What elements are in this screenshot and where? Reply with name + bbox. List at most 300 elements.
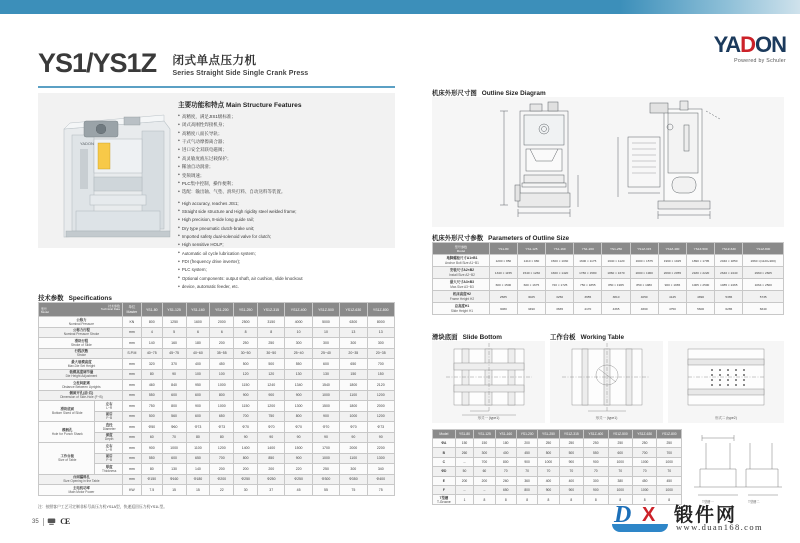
table-cell: 600 xyxy=(162,390,186,401)
table-cell: 2000 × 1960 xyxy=(630,267,658,279)
table-cell: 1540 xyxy=(312,380,339,391)
outline-parameters-table xyxy=(432,242,784,315)
spec-model-header: YS1Z-400 xyxy=(285,303,312,317)
feature-item: ⬥ 稀油自动润滑； xyxy=(178,163,390,171)
row-label: 工作台板 Size of Table xyxy=(39,443,95,475)
table-cell: 700 xyxy=(367,359,394,370)
table-row xyxy=(433,303,784,315)
table-cell: 75 xyxy=(367,485,394,496)
table-row xyxy=(39,474,395,485)
table-cell: 2180 × 2220 xyxy=(687,267,715,279)
features-list-english xyxy=(178,200,390,292)
table-cell: Φ73 xyxy=(186,422,210,433)
table-cell: Φ70 xyxy=(258,422,285,433)
table-cell: 2640 × 2440 xyxy=(715,267,743,279)
row-sublabel: 前后 F~B xyxy=(94,411,122,422)
params-model-header: YS1-160 xyxy=(546,243,574,255)
table-cell: 900 xyxy=(559,485,583,494)
table-cell: 6 xyxy=(210,327,234,338)
site-watermark xyxy=(612,498,797,540)
table-cell: Φ250 xyxy=(285,474,312,485)
table-cell: 1100 xyxy=(186,443,210,454)
dim-table-head xyxy=(433,430,682,439)
table-cell: 900 xyxy=(285,390,312,401)
feature-item: ⬥ 干式气动摩擦离合器； xyxy=(178,138,390,146)
table-cell: 2060 × 2055 xyxy=(658,267,686,279)
table-row xyxy=(433,476,682,485)
feature-item: ⬥ Dry type pneumatic clutch-brake unit; xyxy=(178,225,390,233)
table-cell: 260 xyxy=(495,476,516,485)
spec-model-header: YS1Z-800 xyxy=(367,303,394,317)
row-sublabel: 前后 F~B xyxy=(94,453,122,464)
outline-size-drawing xyxy=(432,97,784,227)
row-label: 滑块底面 Bottom Sized of Slide xyxy=(39,401,95,422)
table-cell: 1700 xyxy=(312,443,339,454)
dim-model-header: YS1-80 xyxy=(455,430,474,439)
table-cell: 8 xyxy=(632,495,656,505)
table-cell: 1000 xyxy=(340,411,367,422)
features-list-chinese xyxy=(178,113,390,197)
table-cell: 150 xyxy=(340,369,367,380)
table-cell: 3250 xyxy=(546,291,574,303)
dim-model-header: YS1Z-400 xyxy=(584,430,608,439)
row-label: 公称力 Nominal Pressure xyxy=(39,317,123,328)
table-cell: 6300 xyxy=(340,317,367,328)
table-cell: 80 xyxy=(141,369,162,380)
table-cell: 45 xyxy=(285,485,312,496)
table-cell: 6265 xyxy=(715,303,743,315)
table-cell: 3490 xyxy=(517,303,545,315)
table-cell: 60 xyxy=(474,467,495,476)
table-cell: 70 xyxy=(516,467,537,476)
table-cell: 130 xyxy=(285,369,312,380)
table-cell: 900 xyxy=(312,411,339,422)
table-cell: 1150 xyxy=(234,380,258,391)
table-cell: 250 xyxy=(234,338,258,349)
table-cell: 700 xyxy=(210,453,234,464)
table-cell: Φ250 xyxy=(258,474,285,485)
table-cell: 20~35 xyxy=(367,348,394,359)
dim-model-header: YS1-160 xyxy=(495,430,516,439)
table-cell: 30~50 xyxy=(234,348,258,359)
table-cell: 200 xyxy=(234,464,258,475)
table-cell: 8 xyxy=(538,495,559,505)
table-cell: 360 xyxy=(516,476,537,485)
table-cell: 850 xyxy=(258,453,285,464)
row-label: 地脚螺栓尺寸A1×B1 Anchor Bolt Size A1~B1 xyxy=(433,255,490,267)
table-cell: 3810 xyxy=(602,291,630,303)
table-cell: 1400 xyxy=(234,443,258,454)
table-cell: 700 xyxy=(474,457,495,466)
row-unit: KN xyxy=(122,317,141,328)
table-cell: 140 xyxy=(141,338,162,349)
feature-item: ⬥ PLC集中控制，操作便利； xyxy=(178,180,390,188)
row-label: ΦD xyxy=(433,467,456,476)
params-model-header: YS1Z-630 xyxy=(715,243,743,255)
spec-section-heading: 技术参数 Specifications xyxy=(38,295,112,302)
row-label: C xyxy=(433,457,456,466)
table-cell: 10 xyxy=(312,327,339,338)
dim-model-header: YS1Z-800 xyxy=(657,430,682,439)
table-cell: 1100 xyxy=(340,453,367,464)
table-cell: -- xyxy=(455,485,474,494)
top-accent-bar-fade xyxy=(620,0,800,14)
table-cell: 130 xyxy=(312,369,339,380)
feature-item: ⬥ Imported safety dual-solenoid valve for clutch; xyxy=(178,233,390,241)
feature-item: ⬥ Straight side structure and High rigidity steel welded frame; xyxy=(178,208,390,216)
feature-item: ⬥ Optional components: output shaft, air cushion, slide knockout xyxy=(178,275,390,283)
watermark-chinese: 锻件网 xyxy=(674,504,738,526)
params-model-header: YS1-250 xyxy=(602,243,630,255)
row-unit: mm xyxy=(122,453,141,464)
table-cell: 1200 xyxy=(258,401,285,412)
table-cell: 220 xyxy=(285,464,312,475)
table-cell: 600 × 1500 xyxy=(489,279,517,291)
table-cell: Φ150 xyxy=(141,474,162,485)
table-cell: 2000 xyxy=(367,401,394,412)
table-cell: 40~75 xyxy=(141,348,162,359)
table-cell: 550 xyxy=(141,390,162,401)
spec-model-header: YS1Z-500 xyxy=(312,303,339,317)
table-cell: 1890 × 1795 xyxy=(687,255,715,267)
table-cell: 900 × 1965 xyxy=(658,279,686,291)
table-cell: 80 xyxy=(141,464,162,475)
dim-model-header: YS1-250 xyxy=(538,430,559,439)
working-table-caption1: 形式一 (type1) xyxy=(595,416,618,420)
table-cell: 8 xyxy=(657,495,682,505)
table-cell: 1000 xyxy=(657,485,682,494)
table-cell: 1250 xyxy=(162,317,186,328)
table-cell: 90 xyxy=(234,432,258,443)
table-cell: 2200 xyxy=(367,443,394,454)
table-cell: 450 xyxy=(657,476,682,485)
table-cell: 250 xyxy=(608,439,632,448)
table-cell: 400 xyxy=(186,359,210,370)
table-cell: 800 xyxy=(162,401,186,412)
table-cell: 1 xyxy=(455,495,474,505)
table-cell: 90 xyxy=(162,369,186,380)
table-cell: 250 xyxy=(559,439,583,448)
table-cell: 8 xyxy=(258,327,285,338)
working-table-drawing-type1 xyxy=(550,341,663,419)
table-cell: 5735 xyxy=(743,291,784,303)
table-cell: 1340 × 1155 xyxy=(489,267,517,279)
table-row xyxy=(433,448,682,457)
params-table-head xyxy=(433,243,784,255)
row-unit: mm xyxy=(122,401,141,412)
table-cell: 1500 xyxy=(312,401,339,412)
row-label: 立柱间距离 Distance Between Uprights xyxy=(39,380,123,391)
table-cell: 80 xyxy=(186,432,210,443)
table-cell: 450 xyxy=(632,476,656,485)
table-cell: 1780 × 1580 xyxy=(574,267,602,279)
table-cell: 180 xyxy=(186,338,210,349)
table-cell: 560 xyxy=(162,411,186,422)
table-cell: 8 xyxy=(474,495,495,505)
table-cell: 8 xyxy=(608,495,632,505)
row-label: 最大装模高度 Max.Die Set Height xyxy=(39,359,123,370)
title-english: Series Straight Side Single Crank Press xyxy=(172,70,309,77)
row-sublabel: 深度 Depth xyxy=(94,432,122,443)
table-cell: 2040 × 1850 xyxy=(715,255,743,267)
params-corner-cell: 型号参数 Model xyxy=(433,243,490,255)
table-cell: 70 xyxy=(608,467,632,476)
table-cell: 5 xyxy=(162,327,186,338)
table-cell: 1400 xyxy=(258,443,285,454)
feature-item: ⬥ 高精度，满足JIS1级标准； xyxy=(178,113,390,121)
watermark-letter-x: X xyxy=(642,504,656,526)
table-row xyxy=(433,291,784,303)
table-cell: 180 xyxy=(495,439,516,448)
table-cell: 800 xyxy=(234,453,258,464)
table-cell: 650 xyxy=(210,411,234,422)
feature-item: ⬥ 变频调速； xyxy=(178,172,390,180)
table-cell: 750 xyxy=(258,411,285,422)
params-model-header: YS1-200 xyxy=(574,243,602,255)
table-cell: 25~40 xyxy=(312,348,339,359)
feature-item: ⬥ 进口安全双联电磁阀； xyxy=(178,146,390,154)
table-cell: 80 xyxy=(210,432,234,443)
table-cell: 900 xyxy=(258,390,285,401)
table-cell: 500 xyxy=(559,448,583,457)
table-cell: 30~50 xyxy=(258,348,285,359)
svg-text:YADON: YADON xyxy=(80,141,94,146)
table-cell: 200 xyxy=(258,464,285,475)
dim-model-header: YS1-125 xyxy=(474,430,495,439)
table-row xyxy=(433,457,682,466)
table-row xyxy=(39,401,395,412)
table-cell: 250 xyxy=(312,464,339,475)
table-cell: 70 xyxy=(162,432,186,443)
row-label: 模柄孔 Hole for Punch Shank xyxy=(39,422,95,443)
table-cell: 900 xyxy=(234,390,258,401)
watermark-letter-d: D xyxy=(614,502,632,528)
table-cell: 60 xyxy=(141,432,162,443)
table-cell: 720 × 1725 xyxy=(546,279,574,291)
table-cell: 37 xyxy=(258,485,285,496)
table-cell: 1340 xyxy=(285,380,312,391)
table-cell: 70 xyxy=(495,467,516,476)
table-cell: 600 xyxy=(608,448,632,457)
table-cell: 35~55 xyxy=(210,348,234,359)
table-cell: 1064 × 2500 xyxy=(743,279,784,291)
table-row xyxy=(39,380,395,391)
table-cell: 4890 xyxy=(687,291,715,303)
table-cell: 500 xyxy=(141,411,162,422)
table-cell: 13 xyxy=(340,327,367,338)
table-cell: 1000 xyxy=(632,457,656,466)
row-unit: mm xyxy=(122,411,141,422)
title-chinese: 闭式单点压力机 xyxy=(172,55,257,67)
table-cell: 4050 xyxy=(630,291,658,303)
dim-model-header: YS1Z-630 xyxy=(632,430,656,439)
table-cell: Φ300 xyxy=(312,474,339,485)
table-cell: 140 xyxy=(186,464,210,475)
table-cell: 2585 xyxy=(489,291,517,303)
table-cell: 1000 xyxy=(632,485,656,494)
table-cell: 1000 xyxy=(657,457,682,466)
row-label: 公称力行程 Nominal Pressure Stroke xyxy=(39,327,123,338)
table-cell: 2000 xyxy=(210,317,234,328)
table-cell: Φ70 xyxy=(234,422,258,433)
table-cell: 2000 xyxy=(340,443,367,454)
params-model-header: YS1-125 xyxy=(517,243,545,255)
table-cell: 1085 × 2465 xyxy=(715,279,743,291)
table-cell: 1600 × 1175 xyxy=(574,255,602,267)
row-label: B xyxy=(433,448,456,457)
table-cell: 120 xyxy=(258,369,285,380)
table-cell: 3150 xyxy=(258,317,285,328)
features-block xyxy=(178,99,390,292)
row-label: 总高度H1 Slide Height H1 xyxy=(433,303,490,315)
row-label: 滑块行程 Stroke of Slide xyxy=(39,338,123,349)
table-cell: 250 xyxy=(657,439,682,448)
table-cell: 2500 xyxy=(234,317,258,328)
table-cell: 4365 xyxy=(602,303,630,315)
table-cell: 1000 xyxy=(608,485,632,494)
table-cell: 800 xyxy=(141,317,162,328)
table-cell: 8000 xyxy=(367,317,394,328)
row-unit: mm xyxy=(122,338,141,349)
table-cell: 650 xyxy=(495,485,516,494)
table-cell: 30 xyxy=(234,485,258,496)
dim-corner-cell: Model xyxy=(433,430,456,439)
table-cell: 200 xyxy=(516,439,537,448)
specifications-table xyxy=(38,302,395,496)
dim-header-row xyxy=(433,430,682,439)
table-cell: 250 xyxy=(538,439,559,448)
table-cell: 800 xyxy=(495,457,516,466)
brand-logo xyxy=(666,34,786,64)
table-cell: 370 xyxy=(162,359,186,370)
table-row xyxy=(39,359,395,370)
table-cell: 1000 xyxy=(312,390,339,401)
table-cell: 8 xyxy=(584,495,608,505)
table-cell: 90 xyxy=(312,432,339,443)
feature-item: ⬥ High accuracy, reaches JIS1; xyxy=(178,200,390,208)
table-cell: 1200 × 850 xyxy=(489,255,517,267)
feature-item: ⬥ High sensitive HOLP; xyxy=(178,241,390,249)
table-cell: 6 xyxy=(186,327,210,338)
page-footer xyxy=(32,517,69,526)
row-unit: KW xyxy=(122,485,141,496)
table-cell: 700 xyxy=(632,448,656,457)
row-label: 安装尺寸A2×B2 Install Size A2~B2 xyxy=(433,267,490,279)
dim-table-body xyxy=(433,439,682,505)
feature-item: ⬥ 闭式高刚性焊接机身； xyxy=(178,121,390,129)
table-cell: 300 xyxy=(367,338,394,349)
table-cell: 400 xyxy=(495,448,516,457)
table-row xyxy=(39,422,395,433)
table-row xyxy=(433,439,682,448)
table-cell: 55 xyxy=(312,485,339,496)
table-cell: 70 xyxy=(559,467,583,476)
table-row xyxy=(433,485,682,494)
table-row xyxy=(39,390,395,401)
table-cell: 100 xyxy=(186,369,210,380)
table-cell: 1000 xyxy=(312,453,339,464)
table-cell: 160 xyxy=(162,338,186,349)
table-cell: 1000 xyxy=(210,380,234,391)
table-cell: 1800 xyxy=(340,380,367,391)
table-cell: 840 xyxy=(162,380,186,391)
table-row xyxy=(39,338,395,349)
table-cell: 900 xyxy=(584,485,608,494)
spec-table-body xyxy=(39,317,395,496)
table-cell: 260 xyxy=(455,448,474,457)
params-model-header: YS1Z-315 xyxy=(630,243,658,255)
brand-name: YADON xyxy=(713,32,786,57)
table-cell: 3665 xyxy=(546,303,574,315)
table-cell: 4145 xyxy=(658,291,686,303)
table-cell: 460 xyxy=(141,380,162,391)
table-cell: 600 xyxy=(186,390,210,401)
table-cell: 650 xyxy=(186,453,210,464)
table-cell: 25~40 xyxy=(285,348,312,359)
dimension-detail-drawing xyxy=(690,429,784,507)
watermark-url: www.duan168.com xyxy=(676,522,764,532)
table-cell: 5000 xyxy=(312,317,339,328)
table-cell: 1860 × 1670 xyxy=(602,267,630,279)
table-cell: 600 xyxy=(312,359,339,370)
table-cell: 100 xyxy=(210,369,234,380)
page-number: 35 xyxy=(32,518,39,525)
feature-item: ⬥ 高灵敏度液压过载保护； xyxy=(178,155,390,163)
feature-item: ⬥ Automatic oil cycle lubrication system; xyxy=(178,250,390,258)
table-cell: 120 xyxy=(234,369,258,380)
table-cell: 400 xyxy=(538,476,559,485)
slide-bottom-heading: 滑块底面 Slide Bottom xyxy=(432,334,502,341)
table-cell: 40~60 xyxy=(186,348,210,359)
outline-section-heading: 机床外形尺寸图 Outline Size Diagram xyxy=(432,90,546,97)
row-unit: mm xyxy=(122,369,141,380)
params-model-header: YS1Z-800 xyxy=(743,243,784,255)
row-unit: mm xyxy=(122,443,141,454)
table-cell: 50 xyxy=(455,467,474,476)
feature-item: ⬥ PLC system; xyxy=(178,266,390,274)
table-cell: 900 xyxy=(584,457,608,466)
table-cell: 15 xyxy=(162,485,186,496)
table-cell: 22 xyxy=(210,485,234,496)
table-row xyxy=(39,485,395,496)
table-cell: 900 xyxy=(516,457,537,466)
table-cell: 8 xyxy=(234,327,258,338)
feature-item: ⬥ FDI (frequency drive inverter); xyxy=(178,258,390,266)
spec-model-header: YS1Z-630 xyxy=(340,303,367,317)
table-cell: 900 xyxy=(186,401,210,412)
row-label: ΦA xyxy=(433,439,456,448)
table-cell: 900 xyxy=(538,485,559,494)
table-cell: 800 xyxy=(516,485,537,494)
table-cell: 1150 xyxy=(234,401,258,412)
table-cell: 90 xyxy=(367,432,394,443)
table-cell: Φ160 xyxy=(162,474,186,485)
dim-model-header: YS1-200 xyxy=(516,430,537,439)
row-label: E xyxy=(433,476,456,485)
table-cell: 7.5 xyxy=(141,485,162,496)
table-cell: 4660 xyxy=(630,303,658,315)
ce-mark-icon: CE xyxy=(60,517,70,526)
table-cell: 1600 xyxy=(186,317,210,328)
table-cell: 2660 ×(1120+900) xyxy=(743,255,784,267)
row-label: 行程次数 Stroke xyxy=(39,348,123,359)
row-unit: mm xyxy=(122,390,141,401)
dimension-table xyxy=(432,429,682,505)
table-cell: 1000 xyxy=(210,401,234,412)
table-cell: 1500 × 1030 xyxy=(546,255,574,267)
row-sublabel: 左右 L~R xyxy=(94,443,122,454)
table-cell: 380 xyxy=(608,476,632,485)
